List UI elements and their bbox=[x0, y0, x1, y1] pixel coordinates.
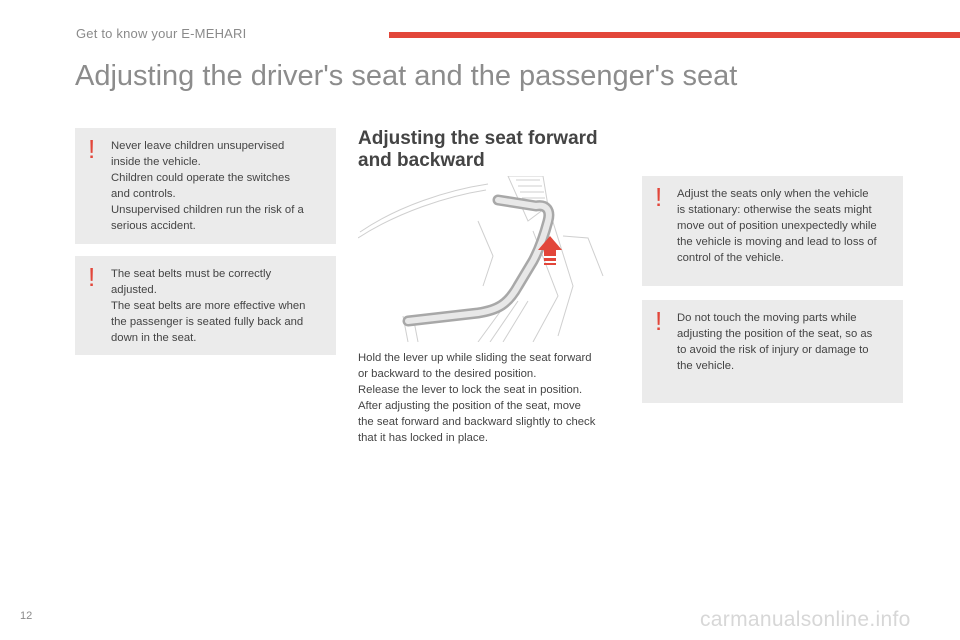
section-title bbox=[358, 128, 598, 172]
sketch-line bbox=[516, 180, 545, 198]
body-line: or backward to the desired position. bbox=[358, 368, 537, 380]
warning-line: is stationary: otherwise the seats might bbox=[677, 204, 872, 216]
section-title-line: Adjusting the seat forward bbox=[358, 128, 598, 149]
warning-box-moving-parts bbox=[642, 300, 903, 403]
warning-line: Adjust the seats only when the vehicle bbox=[677, 188, 869, 200]
page-number: 12 bbox=[20, 610, 33, 622]
warning-line: control of the vehicle. bbox=[677, 252, 784, 264]
section-body bbox=[358, 350, 628, 446]
lever-outline bbox=[408, 200, 549, 321]
header-accent-bar bbox=[389, 32, 960, 38]
body-line: After adjusting the position of the seat, move bbox=[358, 400, 581, 412]
warning-text bbox=[111, 266, 326, 346]
warning-box-stationary bbox=[642, 176, 903, 286]
warning-line: The seat belts must be correctly bbox=[111, 268, 272, 280]
exclamation-icon: ! bbox=[655, 306, 663, 336]
warning-line: and controls. bbox=[111, 188, 176, 200]
warning-text bbox=[677, 186, 893, 266]
warning-line: Never leave children unsupervised bbox=[111, 140, 285, 152]
body-line: that it has locked in place. bbox=[358, 432, 488, 444]
warning-line: inside the vehicle. bbox=[111, 156, 201, 168]
warning-line: Do not touch the moving parts while bbox=[677, 312, 857, 324]
watermark: carmanualsonline.info bbox=[700, 608, 911, 631]
body-line: the seat forward and backward slightly to check bbox=[358, 416, 596, 428]
exclamation-icon: ! bbox=[88, 262, 96, 292]
warning-text bbox=[111, 138, 326, 234]
warning-line: serious accident. bbox=[111, 220, 196, 232]
seat-lever-illustration bbox=[358, 176, 620, 342]
warning-line: down in the seat. bbox=[111, 332, 197, 344]
warning-line: Children could operate the switches bbox=[111, 172, 290, 184]
warning-line: the vehicle is moving and lead to loss of bbox=[677, 236, 877, 248]
warning-line: adjusted. bbox=[111, 284, 157, 296]
warning-line: The seat belts are more effective when bbox=[111, 300, 306, 312]
header-text: Get to know your E-MEHARI bbox=[76, 26, 247, 41]
sketch-line bbox=[360, 184, 488, 232]
page-title: Adjusting the driver's seat and the passenger's seat bbox=[75, 60, 738, 92]
sketch-line bbox=[478, 221, 493, 286]
warning-text bbox=[677, 310, 893, 374]
warning-line: the passenger is seated fully back and bbox=[111, 316, 304, 328]
exclamation-icon: ! bbox=[88, 134, 96, 164]
warning-line: adjusting the position of the seat, so as bbox=[677, 328, 873, 340]
warning-box-seat-belts bbox=[75, 256, 336, 355]
warning-line: move out of position unexpectedly while bbox=[677, 220, 877, 232]
warning-line: the vehicle. bbox=[677, 360, 735, 372]
body-line: Release the lever to lock the seat in position. bbox=[358, 384, 583, 396]
warning-line: to avoid the risk of injury or damage to bbox=[677, 344, 869, 356]
sketch-line bbox=[358, 190, 486, 238]
exclamation-icon: ! bbox=[655, 182, 663, 212]
warning-box-children bbox=[75, 128, 336, 244]
warning-line: Unsupervised children run the risk of a bbox=[111, 204, 304, 216]
section-title-line: and backward bbox=[358, 150, 485, 171]
body-line: Hold the lever up while sliding the seat forward bbox=[358, 352, 592, 364]
sketch-line bbox=[563, 236, 603, 276]
